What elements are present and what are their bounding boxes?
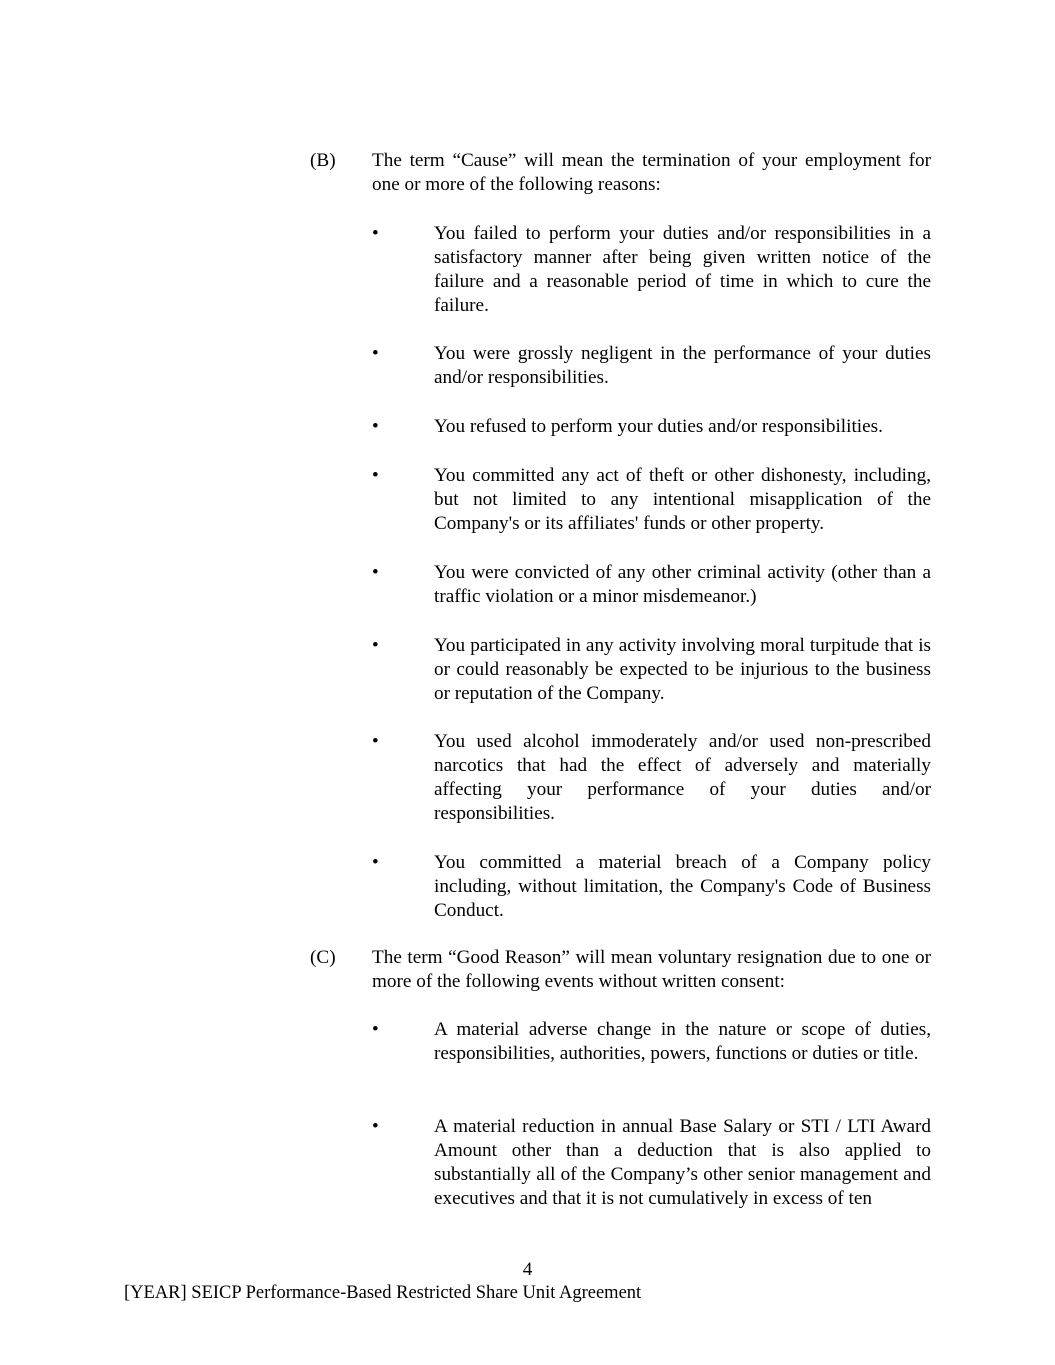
list-item-text: You were convicted of any other criminal activity (other than a traffic violation or a minor misdemeanor.) [434,562,931,607]
list-item-text: A material reduction in annual Base Salary or STI / LTI Award Amount other than a deduction that is also applied to substantially all of the Company’s other senior management and executives and that it is not cumulatively in excess of ten [434,1116,931,1209]
list-item-text: You participated in any activity involving moral turpitude that is or could reasonably be expected to be injurious to the business or reputation of the Company. [434,635,931,704]
bullet-icon: • [372,731,379,752]
list-item-text: You were grossly negligent in the performance of your duties and/or responsibilities. [434,343,931,388]
list-item [372,415,931,439]
bullet-icon: • [372,1019,379,1040]
list-item [372,561,931,609]
list-item-text: You failed to perform your duties and/or responsibilities in a satisfactory manner after being given written notice of the failure and a reasonable period of time in which to cure the failure. [434,223,931,316]
list-item-text: You used alcohol immoderately and/or used non-prescribed narcotics that had the effect of adversely and materially affecting your performance of your duties and/or responsibilities. [434,731,931,824]
section-c-label: (C) [310,947,336,968]
bullet-icon: • [372,852,379,873]
section-c-text: The term “Good Reason” will mean voluntary resignation due to one or more of the following events without written consent: [372,947,931,992]
bullet-icon: • [372,465,379,486]
list-item-text: You committed any act of theft or other dishonesty, including, but not limited to any intentional misapplication of the Company's or its affiliates' funds or other property. [434,465,931,534]
bullet-icon: • [372,223,379,244]
footer-text: [YEAR] SEICP Performance-Based Restricted Share Unit Agreement [124,1283,642,1303]
bullet-icon: • [372,416,379,437]
list-item [372,464,931,536]
list-item [372,1018,931,1066]
list-item [372,730,931,826]
list-item-text: You refused to perform your duties and/or responsibilities. [434,416,883,437]
page-number: 4 [522,1259,533,1280]
section-c [310,946,931,994]
bullet-icon: • [372,1116,379,1137]
section-b-text: The term “Cause” will mean the termination of your employment for one or more of the following reasons: [372,150,931,195]
list-item [372,342,931,390]
list-item [372,851,931,923]
list-item [372,634,931,706]
list-item [372,222,931,318]
bullet-icon: • [372,635,379,656]
list-item-text: You committed a material breach of a Company policy including, without limitation, the Company's Code of Business Conduct. [434,852,931,921]
list-item-text: A material adverse change in the nature or scope of duties, responsibilities, authorities, powers, functions or duties or title. [434,1019,931,1064]
bullet-icon: • [372,562,379,583]
bullet-icon: • [372,343,379,364]
section-b-label: (B) [310,150,336,171]
list-item [372,1115,931,1211]
section-b [310,149,931,197]
